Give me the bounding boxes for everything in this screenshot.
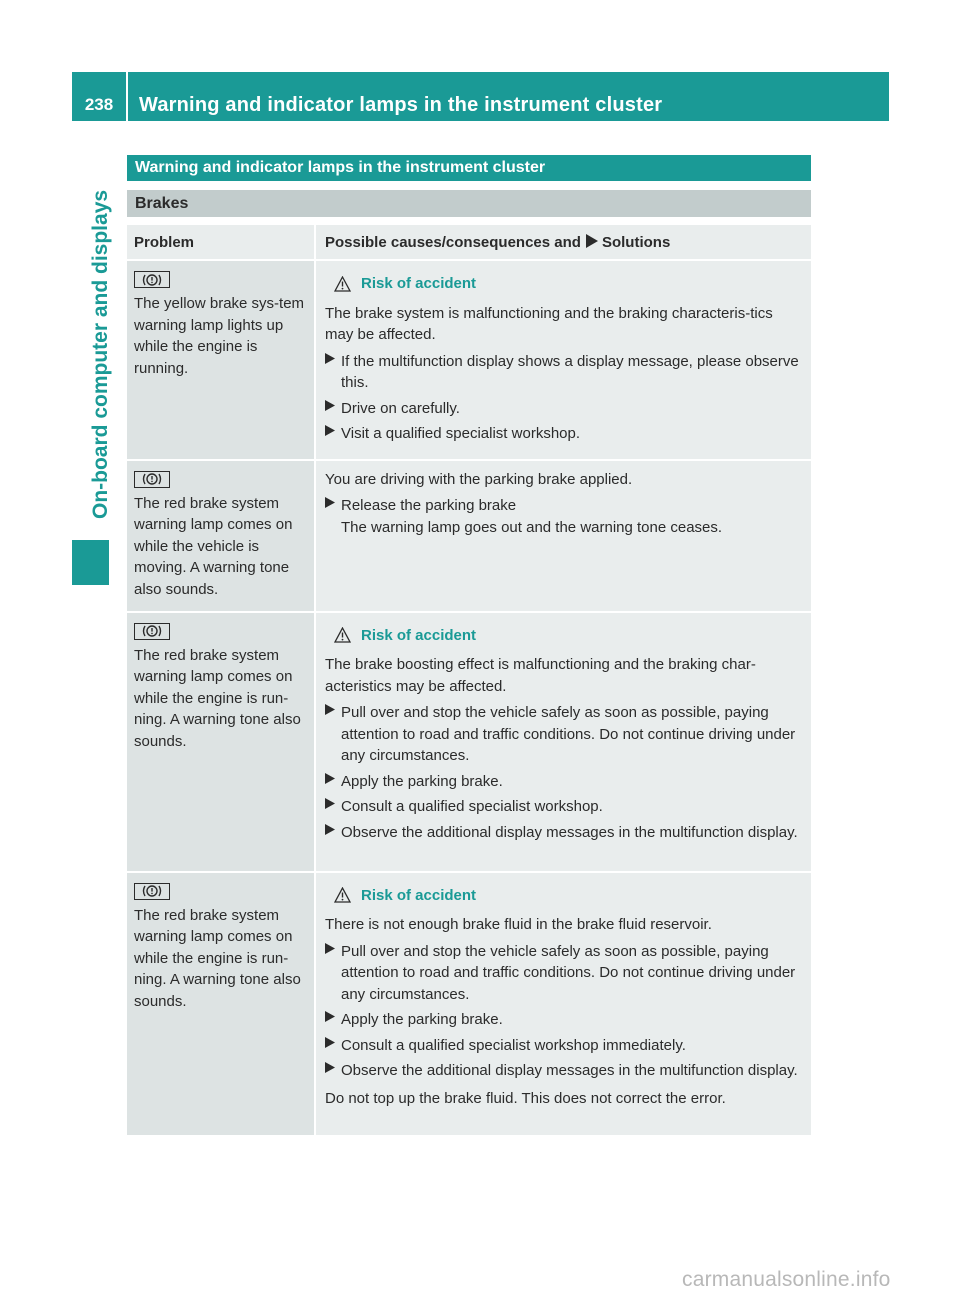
column-header-solution — [314, 225, 811, 259]
action-step — [325, 1009, 805, 1031]
note-text: Do not top up the brake fluid. This does not correct the error. — [325, 1089, 726, 1107]
step-text: Consult a qualified specialist workshop. — [341, 798, 603, 815]
problem-text: The yellow brake sys-tem warning lamp lights up while the engine is running. — [134, 295, 305, 377]
brake-warning-icon — [134, 271, 170, 288]
brake-warning-icon — [134, 883, 170, 900]
table-header-row — [127, 225, 811, 261]
step-arrow-icon — [325, 771, 341, 793]
action-step — [325, 398, 805, 420]
warning-label: Risk of accident — [361, 626, 477, 644]
cause-text: The brake boosting effect is malfunctioning and the braking char-acteristics may be affected. — [325, 656, 756, 695]
warning-heading — [325, 273, 805, 295]
step-arrow-icon — [325, 351, 341, 394]
warning-heading — [325, 885, 805, 907]
play-arrow-icon — [585, 233, 598, 255]
action-step — [325, 1060, 805, 1082]
header-title: Warning and indicator lamps in the instrument cluster — [139, 94, 663, 116]
table-body — [127, 261, 811, 1137]
step-result-text: The warning lamp goes out and the warning tone ceases. — [341, 518, 723, 536]
problem-cell — [127, 461, 314, 611]
warning-triangle-icon — [334, 276, 351, 292]
step-arrow-icon — [325, 1035, 341, 1057]
step-text: Observe the additional display messages in the multifunction display. — [341, 1062, 798, 1079]
warning-heading — [325, 625, 805, 647]
column-header-solution-prefix: Possible causes/consequences and — [325, 234, 581, 251]
problem-cell — [127, 261, 314, 459]
section-subtitle: Brakes — [127, 190, 811, 217]
action-step — [325, 702, 805, 767]
action-step — [325, 423, 805, 445]
warning-triangle-icon — [334, 627, 351, 643]
step-arrow-icon — [325, 796, 341, 818]
solution-cell — [314, 873, 811, 1135]
cause-text: You are driving with the parking brake applied. — [325, 470, 633, 488]
step-text: Pull over and stop the vehicle safely as soon as possible, paying attention to road and traffic conditions. Do not continue driving under any circumstances. — [341, 704, 796, 764]
table-row — [127, 261, 811, 461]
brake-warning-icon — [134, 471, 170, 488]
table-row — [127, 461, 811, 613]
warning-label: Risk of accident — [361, 275, 477, 292]
step-arrow-icon — [325, 702, 341, 767]
action-step — [325, 495, 805, 517]
column-header-problem: Problem — [127, 225, 314, 259]
section-title: Warning and indicator lamps in the instrument cluster — [127, 155, 811, 181]
step-text: Apply the parking brake. — [341, 772, 503, 790]
column-header-solution-suffix: Solutions — [601, 234, 671, 251]
side-tab-label: On-board computer and displays — [89, 189, 112, 519]
step-arrow-icon — [325, 822, 341, 844]
problem-cell — [127, 873, 314, 1135]
solution-cell — [314, 461, 811, 611]
step-text: Apply the parking brake. — [341, 1011, 503, 1028]
table-row — [127, 873, 811, 1137]
cause-text: The brake system is malfunctioning and the braking characteris-tics may be affected. — [325, 304, 773, 343]
step-text: Pull over and stop the vehicle safely as soon as possible, paying attention to road and traffic conditions. Do not continue driving under any circumstances. — [341, 942, 796, 1003]
page-number: 238 — [84, 95, 114, 114]
step-text: Consult a qualified specialist workshop immediately. — [341, 1036, 686, 1054]
cause-text: There is not enough brake fluid in the brake fluid reservoir. — [325, 916, 712, 933]
problem-cell — [127, 613, 314, 871]
problem-text: The red brake system warning lamp comes on while the engine is run-ning. A warning tone also sounds. — [134, 646, 301, 750]
step-text: Release the parking brake — [341, 497, 517, 514]
step-arrow-icon — [325, 398, 341, 420]
step-text: Drive on carefully. — [341, 399, 460, 417]
step-arrow-icon — [325, 495, 341, 517]
action-step — [325, 796, 805, 818]
warning-triangle-icon — [334, 887, 351, 903]
warning-label: Risk of accident — [361, 886, 477, 904]
problem-text: The red brake system warning lamp comes on while the engine is run-ning. A warning tone also sounds. — [134, 906, 301, 1010]
action-step — [325, 941, 805, 1006]
step-arrow-icon — [325, 423, 341, 445]
table-row — [127, 613, 811, 873]
action-step — [325, 351, 805, 394]
header-divider — [126, 72, 128, 121]
watermark: carmanualsonline.info — [682, 1268, 891, 1291]
brake-warning-icon — [134, 623, 170, 640]
step-arrow-icon — [325, 1060, 341, 1082]
action-step — [325, 822, 805, 844]
step-arrow-icon — [325, 1009, 341, 1031]
action-step — [325, 1035, 805, 1057]
step-text: Visit a qualified specialist workshop. — [341, 425, 581, 442]
side-tab-block — [72, 540, 109, 585]
problem-text: The red brake system warning lamp comes on while the vehicle is moving. A warning tone also sounds. — [134, 494, 293, 598]
solution-cell — [314, 613, 811, 871]
brakes-table — [127, 225, 811, 1137]
step-text: Observe the additional display messages in the multifunction display. — [341, 823, 798, 841]
solution-cell — [314, 261, 811, 459]
action-step — [325, 771, 805, 793]
step-arrow-icon — [325, 941, 341, 1006]
step-text: If the multifunction display shows a display message, please observe this. — [341, 352, 799, 391]
